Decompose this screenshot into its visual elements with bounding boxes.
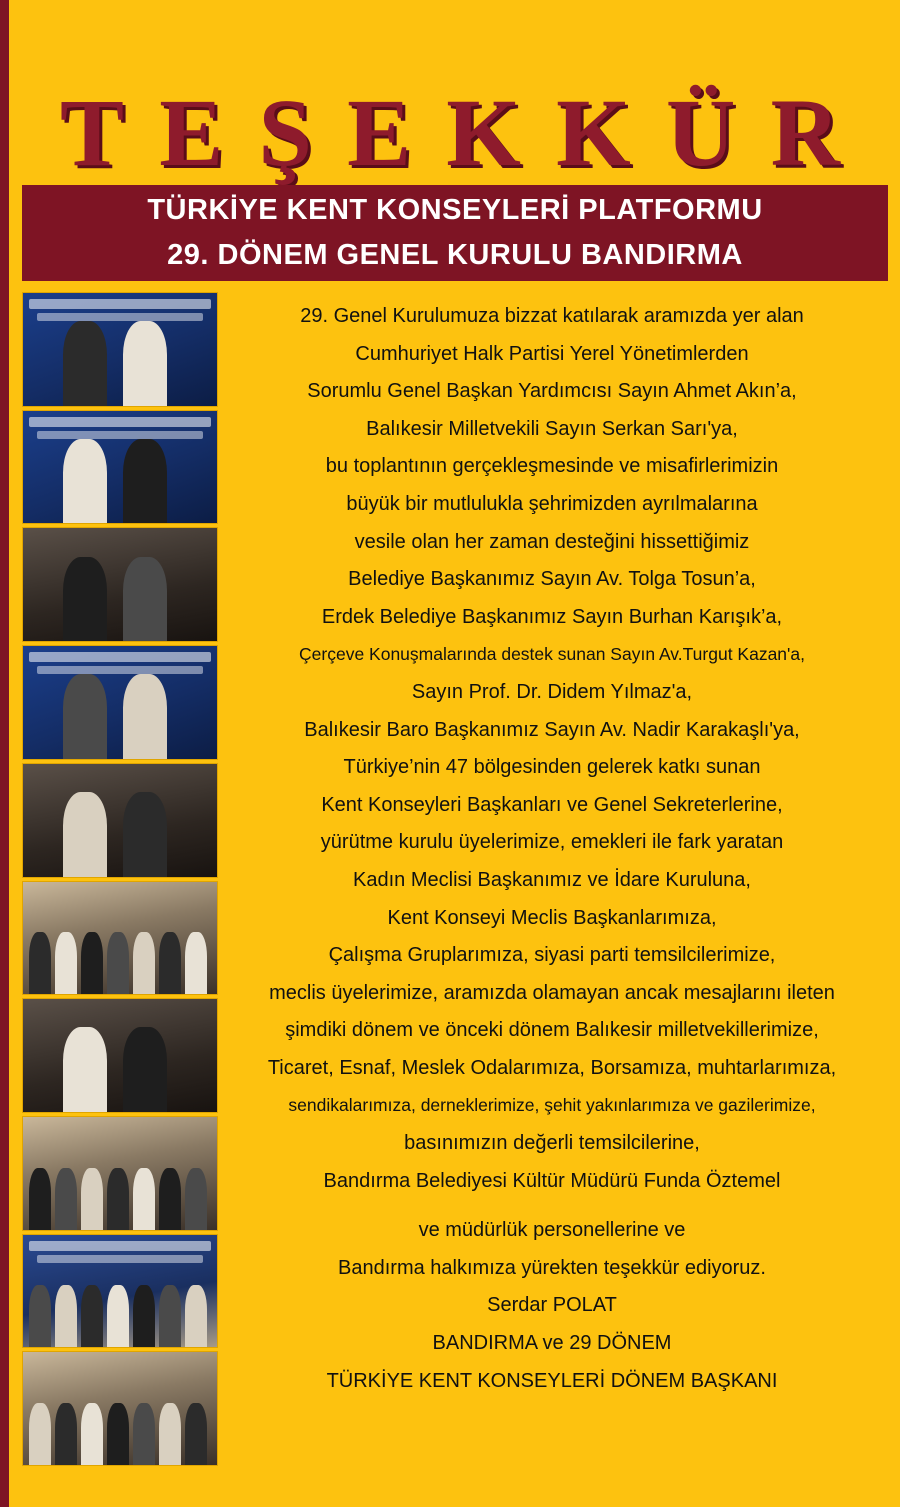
person-figure bbox=[63, 674, 107, 759]
person-figure bbox=[107, 932, 129, 994]
person-figure bbox=[63, 792, 107, 877]
message-line: Belediye Başkanımız Sayın Av. Tolga Tosun’a, bbox=[348, 568, 756, 591]
photo-backdrop-text bbox=[29, 1241, 211, 1251]
person-figure bbox=[55, 1285, 77, 1347]
photo-speaker-microphone bbox=[22, 645, 218, 760]
photo-backdrop-text bbox=[29, 417, 211, 427]
message-line: Ticaret, Esnaf, Meslek Odalarımıza, Borsamıza, muhtarlarımıza, bbox=[267, 1056, 837, 1079]
photo-speaker-stage bbox=[22, 763, 218, 878]
person-figure bbox=[63, 1027, 107, 1112]
message-line: 29. Genel Kurulumuza bizzat katılarak aramızda yer alan bbox=[300, 305, 804, 327]
person-figure bbox=[55, 932, 77, 994]
message-line: Kent Konseyleri Başkanları ve Genel Sekreterlerine, bbox=[321, 793, 783, 816]
person-figure bbox=[81, 1285, 103, 1347]
photo-backdrop-text bbox=[29, 652, 211, 662]
person-figure bbox=[55, 1168, 77, 1230]
photo-backdrop-text bbox=[37, 666, 203, 674]
person-figure bbox=[81, 1403, 103, 1465]
title-letter: T bbox=[60, 78, 125, 186]
message-line: sendikalarımıza, derneklerimize, şehit yakınlarımıza ve gazilerimize, bbox=[288, 1095, 816, 1116]
person-figure bbox=[185, 1285, 207, 1347]
person-figure bbox=[63, 321, 107, 406]
message-line: şimdiki dönem ve önceki dönem Balıkesir milletvekillerimize, bbox=[285, 1019, 819, 1042]
message-line: Çalışma Gruplarımıza, siyasi parti temsilcilerimize, bbox=[328, 944, 776, 967]
person-figure bbox=[185, 932, 207, 994]
message-line: bu toplantının gerçekleşmesinde ve misafirlerimizin bbox=[325, 455, 779, 478]
message-line: meclis üyelerimize, aramızda olamayan ancak mesajlarını ileten bbox=[269, 981, 835, 1004]
message-line: Sayın Prof. Dr. Didem Yılmaz'a, bbox=[411, 680, 693, 703]
person-figure bbox=[63, 557, 107, 642]
photo-welcome-plaque-1 bbox=[22, 292, 218, 407]
photo-backdrop-text bbox=[29, 299, 211, 309]
person-figure bbox=[29, 1168, 51, 1230]
message-line: Balıkesir Milletvekili Sayın Serkan Sarı'ya, bbox=[366, 417, 738, 440]
title-letter: K bbox=[446, 78, 521, 186]
person-figure bbox=[159, 932, 181, 994]
message-line: Kadın Meclisi Başkanımız ve İdare Kuruluna, bbox=[353, 868, 751, 891]
message-line: Sorumlu Genel Başkan Yardımcısı Sayın Ahmet Akın’a, bbox=[307, 380, 797, 403]
person-figure bbox=[133, 1285, 155, 1347]
photo-backdrop-text bbox=[37, 1255, 203, 1263]
message-line: Balıkesir Baro Başkanımız Sayın Av. Nadir Karakaşlı'ya, bbox=[304, 718, 800, 741]
photo-welcome-plaque-2 bbox=[22, 410, 218, 525]
banner-line-2: 29. DÖNEM GENEL KURULU BANDIRMA bbox=[167, 239, 743, 271]
person-figure bbox=[185, 1403, 207, 1465]
person-figure bbox=[29, 1285, 51, 1347]
signature-title-1: BANDIRMA ve 29 DÖNEM bbox=[432, 1332, 672, 1355]
person-figure bbox=[123, 792, 167, 877]
message-closing bbox=[232, 1212, 872, 1287]
person-figure bbox=[133, 1168, 155, 1230]
person-figure bbox=[185, 1168, 207, 1230]
closing-line: ve müdürlük personellerine ve bbox=[418, 1219, 686, 1242]
thank-you-message bbox=[232, 298, 872, 1400]
title-letter: R bbox=[770, 78, 840, 186]
photo-audience-front-row bbox=[22, 881, 218, 996]
message-line: Erdek Belediye Başkanımız Sayın Burhan Karışık’a, bbox=[321, 605, 783, 628]
banner-line-1: TÜRKİYE KENT KONSEYLERİ PLATFORMU bbox=[147, 194, 763, 226]
photo-group-on-stage bbox=[22, 1234, 218, 1349]
signature-title-2: TÜRKİYE KENT KONSEYLERİ DÖNEM BAŞKANI bbox=[326, 1369, 778, 1392]
title-letter: Ü bbox=[666, 78, 736, 186]
person-figure bbox=[133, 1403, 155, 1465]
photo-group-hall bbox=[22, 1351, 218, 1466]
person-figure bbox=[107, 1403, 129, 1465]
message-line: Türkiye’nin 47 bölgesinden gelerek katkı sunan bbox=[343, 756, 761, 779]
title-letter: K bbox=[556, 78, 631, 186]
header-banner bbox=[22, 185, 888, 281]
photo-backdrop-text bbox=[37, 431, 203, 439]
person-figure bbox=[63, 439, 107, 524]
person-figure bbox=[29, 932, 51, 994]
person-figure bbox=[159, 1285, 181, 1347]
person-figure bbox=[55, 1403, 77, 1465]
person-figure bbox=[29, 1403, 51, 1465]
message-line: Çerçeve Konuşmalarında destek sunan Sayın Av.Turgut Kazan'a, bbox=[299, 644, 805, 665]
photo-strip bbox=[22, 292, 218, 1466]
message-line: vesile olan her zaman desteğini hissettiğimiz bbox=[354, 530, 750, 553]
message-line: Cumhuriyet Halk Partisi Yerel Yönetimlerden bbox=[355, 342, 749, 365]
photo-podium-speaker bbox=[22, 527, 218, 642]
person-figure bbox=[159, 1403, 181, 1465]
signature-block bbox=[232, 1287, 872, 1400]
person-figure bbox=[123, 439, 167, 524]
person-figure bbox=[133, 932, 155, 994]
title-letter: E bbox=[347, 78, 412, 186]
message-line: basınımızın değerli temsilcilerine, bbox=[404, 1132, 700, 1155]
title-letter: Ş bbox=[258, 78, 312, 186]
message-line: Kent Konseyi Meclis Başkanlarımıza, bbox=[387, 906, 717, 929]
message-line: yürütme kurulu üyelerimize, emekleri ile fark yaratan bbox=[320, 831, 784, 854]
message-body bbox=[232, 298, 872, 1200]
person-figure bbox=[81, 1168, 103, 1230]
person-figure bbox=[123, 674, 167, 759]
person-figure bbox=[123, 321, 167, 406]
person-figure bbox=[107, 1285, 129, 1347]
title-letter: E bbox=[159, 78, 224, 186]
photo-audience-hall bbox=[22, 998, 218, 1113]
left-accent-bar bbox=[0, 0, 9, 1507]
person-figure bbox=[123, 1027, 167, 1112]
message-line: büyük bir mutlulukla şehrimizden ayrılmalarına bbox=[346, 492, 758, 515]
person-figure bbox=[123, 557, 167, 642]
person-figure bbox=[107, 1168, 129, 1230]
photo-backdrop-text bbox=[37, 313, 203, 321]
closing-line: Bandırma halkımıza yürekten teşekkür ediyoruz. bbox=[338, 1256, 766, 1279]
photo-standing-audience bbox=[22, 1116, 218, 1231]
person-figure bbox=[81, 932, 103, 994]
message-line: Bandırma Belediyesi Kültür Müdürü Funda Öztemel bbox=[323, 1169, 781, 1192]
person-figure bbox=[159, 1168, 181, 1230]
signature-name: Serdar POLAT bbox=[487, 1294, 617, 1317]
page-title bbox=[60, 72, 840, 192]
